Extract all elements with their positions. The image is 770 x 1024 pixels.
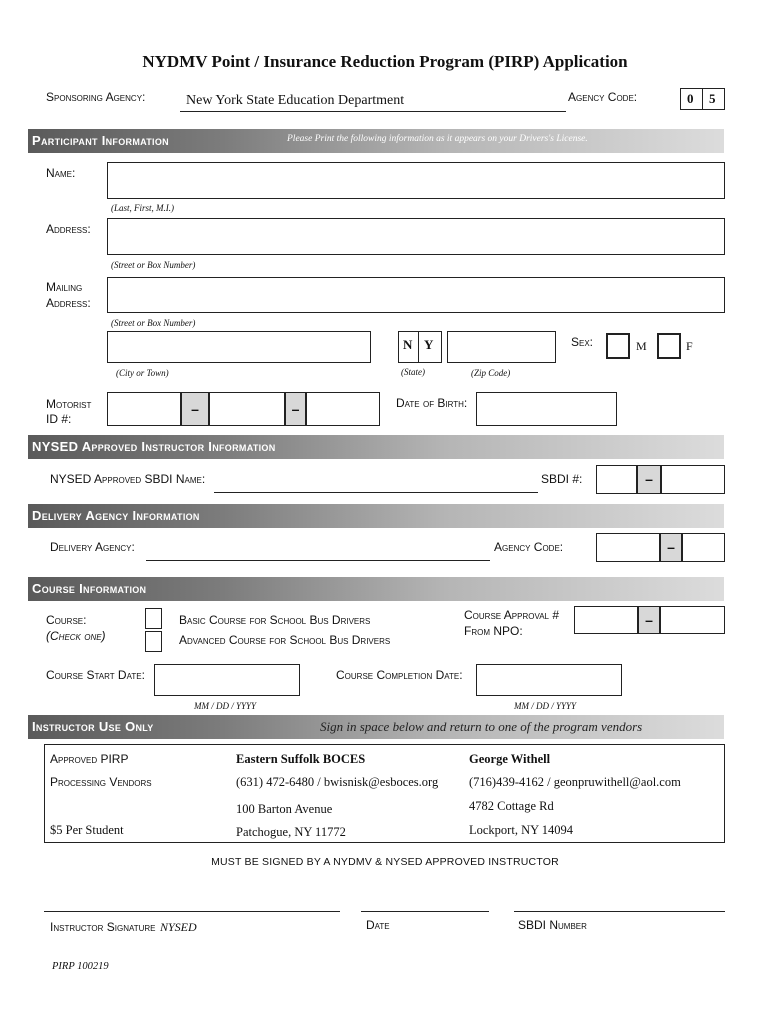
approved-pirp-label-1: Approved PIRP xyxy=(50,752,129,766)
advanced-course-label: Advanced Course for School Bus Drivers xyxy=(179,633,391,647)
course-start-label: Course Start Date: xyxy=(46,668,145,682)
motorist-id-dash-1: – xyxy=(181,392,209,426)
instructor-signature-line[interactable] xyxy=(44,911,340,912)
course-approval-label-2: From NPO: xyxy=(464,624,523,638)
address-hint: (Street or Box Number) xyxy=(111,260,196,270)
mailing-address-field[interactable] xyxy=(107,277,725,313)
sbdi-name-line[interactable] xyxy=(214,492,538,493)
course-label: Course: xyxy=(46,613,87,627)
sbdi-number-part2[interactable] xyxy=(661,465,725,494)
city-hint: (City or Town) xyxy=(116,368,169,378)
name-hint: (Last, First, M.I.) xyxy=(111,203,174,213)
delivery-header-text: Delivery Agency Information xyxy=(32,508,200,523)
sex-m-checkbox[interactable] xyxy=(606,333,630,359)
sbdi-number-part1[interactable] xyxy=(596,465,637,494)
course-approval-part1[interactable] xyxy=(574,606,638,634)
page-title: NYDMV Point / Insurance Reduction Program (PIRP) Application xyxy=(142,52,628,71)
sponsoring-agency-label: Sponsoring Agency: xyxy=(46,90,146,104)
agency-code-label: Agency Code: xyxy=(568,90,638,104)
sex-f-checkbox[interactable] xyxy=(657,333,681,359)
zip-field[interactable] xyxy=(447,331,556,363)
sponsoring-agency-value[interactable]: New York State Education Department xyxy=(186,93,405,108)
course-start-hint: MM / DD / YYYY xyxy=(194,701,257,711)
nysed-section-header xyxy=(28,435,724,459)
state-letter-2: Y xyxy=(424,337,434,352)
basic-course-checkbox[interactable] xyxy=(145,608,162,629)
fee-text: $5 Per Student xyxy=(50,823,124,837)
agency-code-digit-2: 5 xyxy=(709,91,716,106)
course-completion-field[interactable] xyxy=(476,664,622,696)
basic-course-label: Basic Course for School Bus Drivers xyxy=(179,613,371,627)
motorist-id-part3[interactable] xyxy=(306,392,380,426)
agency-code-box[interactable] xyxy=(680,88,725,110)
course-approval-dash: – xyxy=(638,606,660,634)
delivery-code-part1[interactable] xyxy=(596,533,660,562)
vendor1-contact: (631) 472-6480 / bwisnisk@esboces.org xyxy=(236,775,439,789)
address-field[interactable] xyxy=(107,218,725,255)
city-field[interactable] xyxy=(107,331,371,363)
date-signature-label: Date xyxy=(366,918,390,932)
mailing-label-line2: Address: xyxy=(46,296,91,310)
instructor-signature-label xyxy=(50,918,197,936)
approved-pirp-label-2: Processing Vendors xyxy=(50,775,152,789)
course-completion-hint: MM / DD / YYYY xyxy=(514,701,577,711)
state-field[interactable] xyxy=(398,331,442,363)
vendor2-city: Lockport, NY 14094 xyxy=(469,823,574,837)
sbdi-number-dash: – xyxy=(637,465,661,494)
state-letter-1: N xyxy=(403,337,413,352)
course-approval-part2[interactable] xyxy=(660,606,725,634)
motorist-label-line1: Motorist xyxy=(46,397,92,411)
course-approval-label-1: Course Approval # xyxy=(464,608,559,622)
sex-f-label: F xyxy=(686,339,693,353)
instructor-use-header-text: Instructor Use Only xyxy=(32,719,154,734)
form-id: PIRP 100219 xyxy=(52,961,109,972)
zip-hint: (Zip Code) xyxy=(471,368,511,378)
instructor-signature-nysed: NYSED xyxy=(159,920,197,934)
sbdi-number-signature-line[interactable] xyxy=(514,911,725,912)
motorist-label-line2: ID #: xyxy=(46,412,72,426)
vendor1-street: 100 Barton Avenue xyxy=(236,802,333,816)
course-completion-label: Course Completion Date: xyxy=(336,668,463,682)
sex-m-label: M xyxy=(636,339,647,353)
vendor2-contact: (716)439-4162 / geonpruwithell@aol.com xyxy=(469,775,681,789)
nysed-header-text: NYSED Approved Instructor Information xyxy=(32,439,276,454)
sbdi-number-signature-label: SBDI Number xyxy=(518,918,587,932)
motorist-id-part1[interactable] xyxy=(107,392,181,426)
delivery-code-part2[interactable] xyxy=(682,533,725,562)
sbdi-number-label: SBDI #: xyxy=(541,472,583,486)
course-check-one: (Check one) xyxy=(46,629,106,643)
vendors-box xyxy=(44,744,725,843)
vendor2-name: George Withell xyxy=(469,752,551,766)
name-field[interactable] xyxy=(107,162,725,199)
delivery-agency-code-label: Agency Code: xyxy=(494,540,564,554)
advanced-course-checkbox[interactable] xyxy=(145,631,162,652)
date-signature-line[interactable] xyxy=(361,911,489,912)
instructor-use-note: Sign in space below and return to one of the program vendors xyxy=(320,719,643,734)
agency-code-divider xyxy=(702,89,703,109)
course-header-text: Course Information xyxy=(32,581,147,596)
dob-field[interactable] xyxy=(476,392,617,426)
participant-note: Please Print the following information as it appears on your Drivers's License. xyxy=(287,134,588,144)
mailing-label-line1: Mailing xyxy=(46,280,83,294)
participant-header-text: Participant Information xyxy=(32,133,169,148)
sponsoring-agency-underline xyxy=(180,111,566,112)
vendor2-street: 4782 Cottage Rd xyxy=(469,799,554,813)
agency-code-digit-1: 0 xyxy=(687,91,694,106)
course-section-header xyxy=(28,577,724,601)
motorist-id-dash-2: – xyxy=(285,392,306,426)
address-label: Address: xyxy=(46,222,91,236)
course-start-field[interactable] xyxy=(154,664,300,696)
instructor-signature-text: Instructor Signature xyxy=(50,920,156,934)
mailing-address-hint: (Street or Box Number) xyxy=(111,318,196,328)
state-hint: (State) xyxy=(401,367,425,377)
state-divider xyxy=(418,332,419,362)
sbdi-name-label: NYSED Approved SBDI Name: xyxy=(50,472,206,486)
vendor1-name: Eastern Suffolk BOCES xyxy=(236,752,366,766)
delivery-agency-label: Delivery Agency: xyxy=(50,540,135,554)
vendor1-city: Patchogue, NY 11772 xyxy=(236,825,346,839)
motorist-id-part2[interactable] xyxy=(209,392,285,426)
delivery-code-dash: – xyxy=(660,533,682,562)
sex-label: Sex: xyxy=(571,335,594,349)
delivery-agency-line[interactable] xyxy=(146,560,490,561)
dob-label: Date of Birth: xyxy=(396,396,468,410)
name-label: Name: xyxy=(46,166,76,180)
delivery-section-header xyxy=(28,504,724,528)
must-sign-notice: MUST BE SIGNED BY A NYDMV & NYSED APPROVED INSTRUCTOR xyxy=(211,856,559,868)
